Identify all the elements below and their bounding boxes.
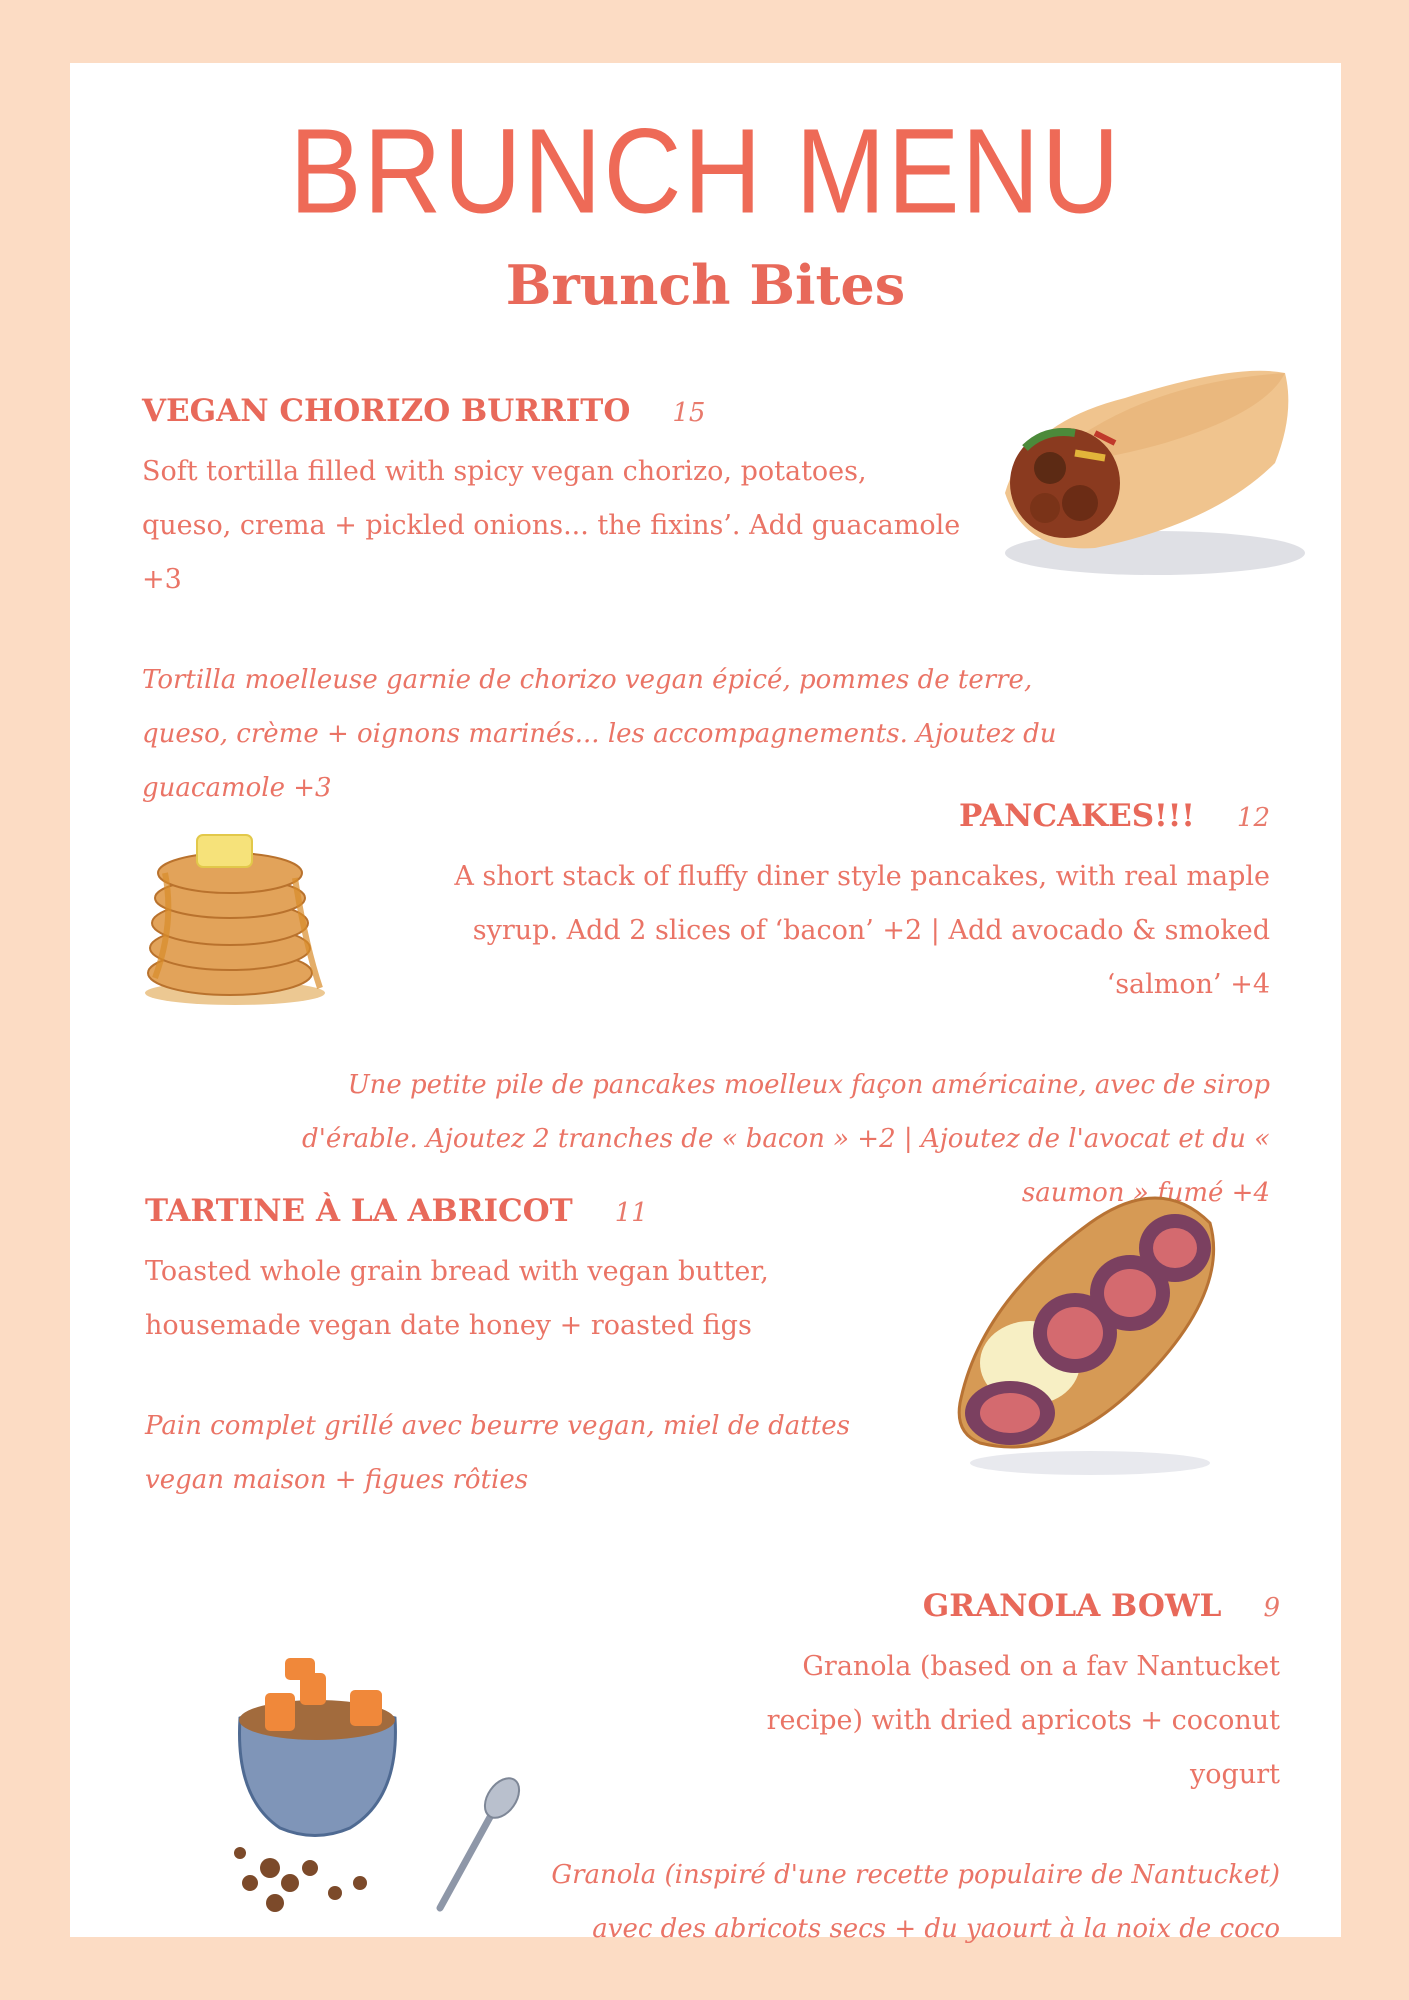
- item-description: Toasted whole grain bread with vegan butter, housemade vegan date honey + roasted figs: [145, 1256, 769, 1341]
- item-price: 15: [672, 398, 706, 428]
- menu-item-granola: [550, 1588, 1280, 1956]
- menu-item-burrito: [142, 393, 1057, 815]
- item-heading: [270, 798, 1270, 834]
- burrito-illustration: [985, 353, 1305, 583]
- item-name: TARTINE À LA ABRICOT: [145, 1193, 573, 1229]
- item-description-fr: Tortilla moelleuse garnie de chorizo vegan épicé, pommes de terre, queso, crème + oignons marinés... les accompagnements. Ajoutez du guacamole +3: [142, 665, 1057, 803]
- item-heading: [142, 393, 942, 429]
- fig-toast-illustration: [940, 1183, 1240, 1483]
- item-price: 9: [1263, 1593, 1280, 1623]
- item-description: Soft tortilla filled with spicy vegan chorizo, potatoes, queso, crema + pickled onions... the fixins’. Add guacamole +3: [142, 456, 961, 595]
- item-heading: [550, 1588, 1280, 1624]
- menu-title: BRUNCH MENU: [289, 102, 1122, 239]
- menu-item-pancakes: [270, 798, 1270, 1220]
- item-name: PANCAKES!!!: [958, 798, 1195, 834]
- menu-page: [70, 63, 1341, 1944]
- item-description-fr: Granola (inspiré d'une recette populaire de Nantucket) avec des abricots secs + du yaourt à la noix de coco: [551, 1860, 1280, 1944]
- menu-item-tartine: [145, 1193, 925, 1507]
- item-price: 12: [1236, 803, 1270, 833]
- item-price: 11: [614, 1198, 648, 1228]
- item-heading: [145, 1193, 925, 1229]
- granola-bowl-illustration: [150, 1638, 550, 1928]
- item-description: A short stack of fluffy diner style pancakes, with real maple syrup. Add 2 slices of ‘bacon’ +2 | Add avocado & smoked ‘salmon’ +4: [454, 861, 1270, 1000]
- item-description-fr: Pain complet grillé avec beurre vegan, miel de dattes vegan maison + figues rôties: [145, 1411, 850, 1495]
- item-description-fr: Une petite pile de pancakes moelleux façon américaine, avec de sirop d'érable. Ajoutez 2 tranches de « bacon » +2 | Ajoutez de l'avocat et du « saumon » fumé +4: [302, 1070, 1270, 1208]
- pancakes-illustration: [135, 803, 335, 1013]
- item-name: GRANOLA BOWL: [922, 1588, 1222, 1624]
- section-subtitle: Brunch Bites: [505, 253, 906, 317]
- item-description: Granola (based on a fav Nantucket recipe) with dried apricots + coconut yogurt: [766, 1651, 1280, 1790]
- item-name: VEGAN CHORIZO BURRITO: [142, 393, 631, 429]
